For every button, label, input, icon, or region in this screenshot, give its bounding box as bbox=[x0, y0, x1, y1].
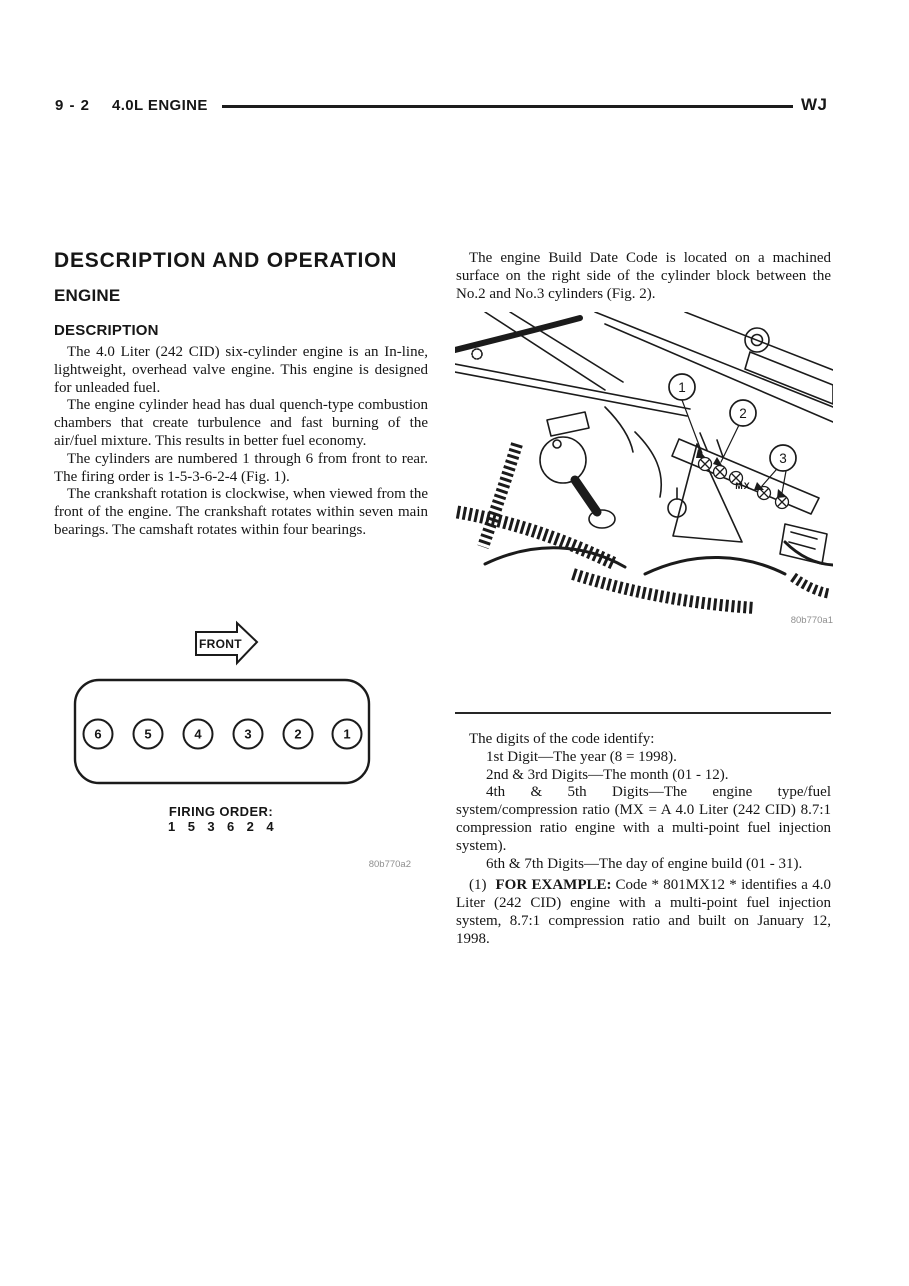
cylinder-number: 5 bbox=[144, 726, 152, 742]
column-divider-rule bbox=[455, 712, 831, 714]
section-heading: DESCRIPTION AND OPERATION bbox=[54, 249, 398, 272]
cylinder-number: 2 bbox=[294, 726, 302, 742]
right-column-intro bbox=[456, 250, 831, 303]
left-column bbox=[54, 250, 428, 540]
header-rule bbox=[222, 105, 793, 108]
figure2-code: 80b770a1 bbox=[790, 615, 833, 626]
section-title: 4.0L ENGINE bbox=[112, 97, 208, 114]
subsection-heading: ENGINE bbox=[54, 286, 121, 305]
example-label: FOR EXAMPLE: bbox=[495, 877, 612, 894]
right-column-text bbox=[456, 731, 831, 949]
engine-illustration bbox=[455, 312, 833, 645]
firing-order-sequence: 1 5 3 6 2 4 bbox=[168, 819, 274, 834]
example-prefix: (1) bbox=[469, 877, 487, 894]
paragraph: The engine Build Date Code is located on a machined surface on the right side of the cylinder block between the No.2 and No.3 cylinders (Fig. 2). bbox=[456, 250, 831, 302]
digits-intro: The digits of the code identify: bbox=[469, 731, 655, 747]
paragraph: The engine cylinder head has dual quench-type combustion chambers that create turbulence and fast burning of the air/fuel mixture. This results in better fuel economy. bbox=[54, 397, 428, 449]
example-text: Code * 801MX12 * identifies a 4.0 Liter (242 CID) engine with a multi-point fuel injection system, 8.7:1 compression ratio and built on January 12, 1998. bbox=[456, 877, 831, 947]
callout-number: 3 bbox=[779, 451, 787, 466]
cylinder-number: 6 bbox=[94, 726, 102, 742]
firing-order-caption: FIRING ORDER: bbox=[168, 804, 274, 819]
front-label: FRONT bbox=[199, 637, 242, 651]
callout-number: 2 bbox=[739, 406, 747, 421]
figure1-code: 80b770a2 bbox=[368, 859, 411, 870]
cylinder-block-outline bbox=[75, 680, 369, 783]
paragraph: The 4.0 Liter (242 CID) six-cylinder engine is an In-line, lightweight, overhead valve engine. This engine is designed for unleaded fuel. bbox=[54, 344, 428, 396]
digit-line: 6th & 7th Digits—The day of engine build (01 - 31). bbox=[486, 855, 803, 872]
cylinder-number: 4 bbox=[194, 726, 202, 742]
firing-order-diagram bbox=[54, 612, 428, 887]
page-number: 9 - 2 bbox=[55, 97, 91, 114]
engine-code-stamp: MX bbox=[735, 481, 751, 491]
figure-firing-order bbox=[54, 612, 428, 887]
cylinder-number: 3 bbox=[244, 726, 252, 742]
cylinder-number: 1 bbox=[343, 726, 351, 742]
example-paragraph bbox=[456, 877, 831, 948]
callout-number: 1 bbox=[678, 380, 686, 395]
subsubsection-heading: DESCRIPTION bbox=[54, 322, 159, 339]
figure-build-date-code bbox=[455, 312, 833, 645]
model-code: WJ bbox=[801, 95, 828, 114]
digit-line: 4th & 5th Digits—The engine type/fuel system/compression ratio (MX = A 4.0 Liter (242 CID) 8.7:1 compression ratio engine with a multi-point fuel injection system). bbox=[456, 784, 831, 854]
digit-line: 1st Digit—The year (8 = 1998). bbox=[486, 748, 677, 765]
digit-line: 2nd & 3rd Digits—The month (01 - 12). bbox=[486, 766, 729, 783]
paragraph: The cylinders are numbered 1 through 6 from front to rear. The firing order is 1-5-3-6-2-4 (Fig. 1). bbox=[54, 450, 428, 485]
paragraph: The crankshaft rotation is clockwise, when viewed from the front of the engine. The crankshaft rotates within seven main bearings. The camshaft rotates within four bearings. bbox=[54, 486, 428, 538]
